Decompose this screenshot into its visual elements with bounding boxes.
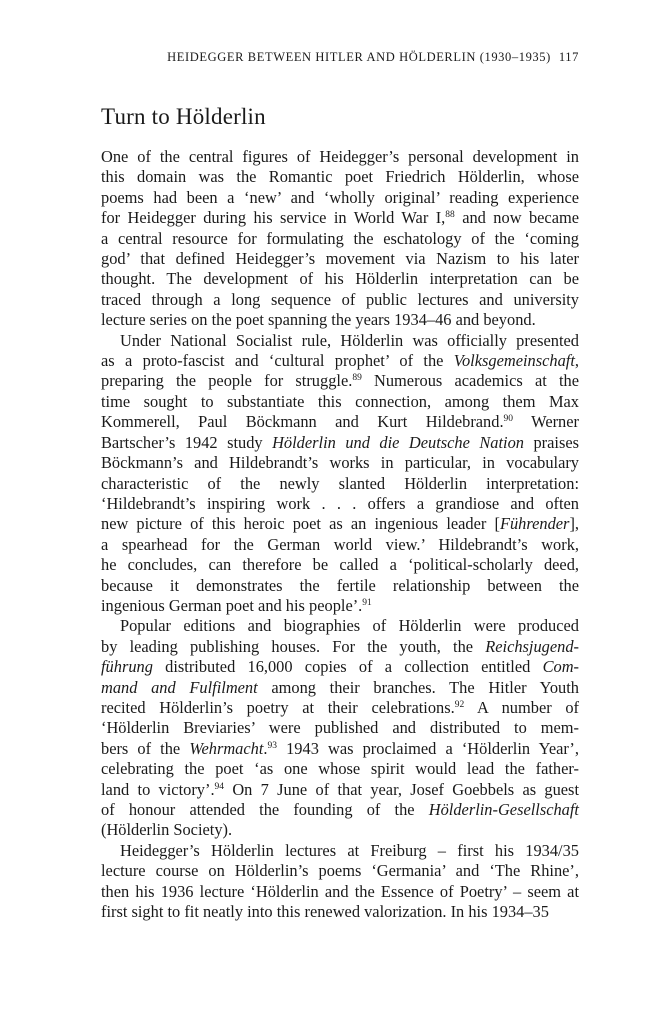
section-title: Turn to Hölderlin bbox=[101, 104, 266, 129]
text-run: this domain was the Romantic poet Friedrich Hölderlin, whose bbox=[101, 167, 579, 187]
text-line bbox=[101, 147, 579, 167]
text-run: Heidegger’s Hölderlin lectures at Freiburg – first his 1934/35 bbox=[120, 840, 579, 860]
text-run: for Heidegger during his service in World War I, bbox=[101, 208, 446, 228]
text-run: recited Hölderlin’s poetry at their celebrations. bbox=[101, 697, 455, 717]
text-run: One of the central figures of Heidegger’s personal development in bbox=[101, 147, 579, 166]
text-line bbox=[101, 514, 579, 534]
footnote-ref: 92 bbox=[454, 699, 465, 710]
text-run: bers of the bbox=[101, 738, 190, 758]
text-line bbox=[101, 188, 579, 208]
text-run: On 7 June of that year, Josef Goebbels as guest bbox=[224, 779, 579, 799]
text-run: ‘Hölderlin Breviaries’ were published and distributed to mem- bbox=[101, 718, 579, 738]
italic-text: Wehrmacht bbox=[189, 738, 264, 758]
text-line bbox=[101, 229, 579, 249]
text-line bbox=[101, 576, 579, 596]
text-line bbox=[101, 759, 579, 779]
page-number: 117 bbox=[558, 50, 579, 64]
running-head bbox=[101, 50, 579, 65]
text-run: Werner bbox=[513, 412, 579, 432]
text-run: . bbox=[263, 738, 268, 758]
text-run: ingenious German poet and his people’. bbox=[101, 595, 363, 615]
text-run: Böckmann’s and Hildebrandt’s works in particular, in vocabulary bbox=[101, 453, 579, 473]
text-run: a central resource for formulating the eschatology of the ‘coming bbox=[101, 228, 579, 248]
text-run: among their branches. The Hitler Youth bbox=[257, 677, 579, 697]
text-line bbox=[101, 474, 579, 494]
italic-text: Hölderlin und die Deutsche Nation bbox=[272, 432, 524, 452]
text-run: land to victory’. bbox=[101, 779, 215, 799]
text-run: and now became bbox=[454, 208, 579, 228]
text-run: preparing the people for struggle. bbox=[101, 371, 353, 391]
text-line bbox=[101, 433, 579, 453]
text-run: thought. The development of his Hölderlin interpretation can be bbox=[101, 269, 579, 289]
text-run: A number of bbox=[464, 697, 580, 717]
text-line bbox=[101, 678, 579, 698]
text-line bbox=[101, 351, 579, 371]
text-line bbox=[101, 453, 579, 473]
text-line bbox=[101, 412, 579, 432]
text-run: celebrating the poet ‘as one whose spirit would lead the father- bbox=[101, 759, 579, 779]
text-run: distributed 16,000 copies of a collection entitled bbox=[152, 657, 543, 677]
text-run: Kommerell, Paul Böckmann and Kurt Hildebrand. bbox=[101, 412, 504, 432]
text-line bbox=[101, 800, 579, 820]
text-run: Popular editions and biographies of Hölderlin were produced bbox=[120, 616, 579, 636]
text-run: 1943 was proclaimed a ‘Hölderlin Year’, bbox=[277, 738, 579, 758]
footnote-ref: 89 bbox=[352, 373, 362, 384]
text-run: of honour attended the founding of the bbox=[101, 800, 429, 819]
text-run: because it demonstrates the fertile relationship between the bbox=[101, 575, 579, 595]
footnote-ref: 94 bbox=[214, 781, 225, 792]
text-line bbox=[101, 310, 579, 330]
italic-text: Reichsjugend- bbox=[485, 636, 579, 656]
text-run: ], bbox=[569, 514, 579, 534]
footnote-ref: 88 bbox=[445, 210, 455, 221]
italic-text: führung bbox=[101, 657, 153, 677]
text-run: characteristic of the newly slanted Hölderlin interpretation: bbox=[101, 473, 579, 493]
text-line bbox=[101, 616, 579, 636]
text-run: praises bbox=[523, 432, 579, 452]
text-line bbox=[101, 739, 579, 759]
text-line bbox=[101, 535, 579, 555]
text-line bbox=[101, 698, 579, 718]
text-run: new picture of this heroic poet as an ingenious leader [ bbox=[101, 514, 500, 534]
paragraph bbox=[101, 841, 579, 923]
text-run: (Hölderlin Society). bbox=[101, 820, 233, 840]
italic-text: Führender bbox=[499, 514, 570, 534]
text-line bbox=[101, 820, 579, 840]
running-head-title: HEIDEGGER BETWEEN HITLER AND HÖLDERLIN (1930–1935) bbox=[167, 50, 551, 64]
footnote-ref: 90 bbox=[503, 414, 514, 425]
text-line bbox=[101, 861, 579, 881]
text-run: poems had been a ‘new’ and ‘wholly original’ reading experience bbox=[101, 187, 579, 207]
paragraph bbox=[101, 616, 579, 840]
text-run: god’ that defined Heidegger’s movement via Nazism to his later bbox=[101, 249, 579, 269]
text-line bbox=[101, 637, 579, 657]
text-line bbox=[101, 290, 579, 310]
text-line bbox=[101, 657, 579, 677]
text-line bbox=[101, 780, 579, 800]
text-line bbox=[101, 208, 579, 228]
paragraph bbox=[101, 331, 579, 617]
text-line bbox=[101, 167, 579, 187]
text-run: , bbox=[574, 351, 579, 371]
italic-text: Hölderlin-Gesellschaft bbox=[428, 800, 579, 819]
text-line bbox=[101, 596, 579, 616]
text-run: first sight to fit neatly into this renewed valorization. In his 1934–35 bbox=[101, 902, 549, 922]
text-run: by leading publishing houses. For the youth, the bbox=[101, 636, 486, 656]
text-run: Under National Socialist rule, Hölderlin was officially presented bbox=[120, 330, 579, 350]
text-line bbox=[101, 331, 579, 351]
text-run: lecture course on Hölderlin’s poems ‘Germania’ and ‘The Rhine’, bbox=[101, 861, 579, 881]
text-line bbox=[101, 902, 579, 922]
footnote-ref: 91 bbox=[362, 597, 372, 608]
text-run: as a proto-fascist and ‘cultural prophet’ of the bbox=[101, 351, 454, 371]
text-line bbox=[101, 269, 579, 289]
text-line bbox=[101, 392, 579, 412]
text-run: Numerous academics at the bbox=[361, 371, 580, 391]
text-run: traced through a long sequence of public lectures and university bbox=[101, 289, 579, 309]
text-run: a spearhead for the German world view.’ Hildebrandt’s work, bbox=[101, 534, 579, 554]
text-line bbox=[101, 718, 579, 738]
text-line bbox=[101, 371, 579, 391]
text-line bbox=[101, 882, 579, 902]
text-run: lecture series on the poet spanning the years 1934–46 and beyond. bbox=[101, 310, 536, 330]
text-run: time sought to substantiate this connection, among them Max bbox=[101, 391, 579, 411]
text-line bbox=[101, 555, 579, 575]
text-run: ‘Hildebrandt’s inspiring work . . . offers a grandiose and often bbox=[101, 493, 579, 513]
text-run: then his 1936 lecture ‘Hölderlin and the Essence of Poetry’ – seem at bbox=[101, 881, 579, 901]
footnote-ref: 93 bbox=[267, 740, 277, 751]
text-line bbox=[101, 249, 579, 269]
text-run: Bartscher’s 1942 study bbox=[101, 432, 273, 452]
italic-text: mand and Fulfilment bbox=[101, 677, 258, 697]
paragraph bbox=[101, 147, 579, 331]
text-line bbox=[101, 841, 579, 861]
italic-text: Volksgemeinschaft bbox=[453, 351, 575, 371]
text-line bbox=[101, 494, 579, 514]
text-run: he concludes, can therefore be called a ‘political-scholarly deed, bbox=[101, 555, 579, 575]
body-text bbox=[101, 147, 579, 922]
italic-text: Com- bbox=[542, 657, 579, 677]
